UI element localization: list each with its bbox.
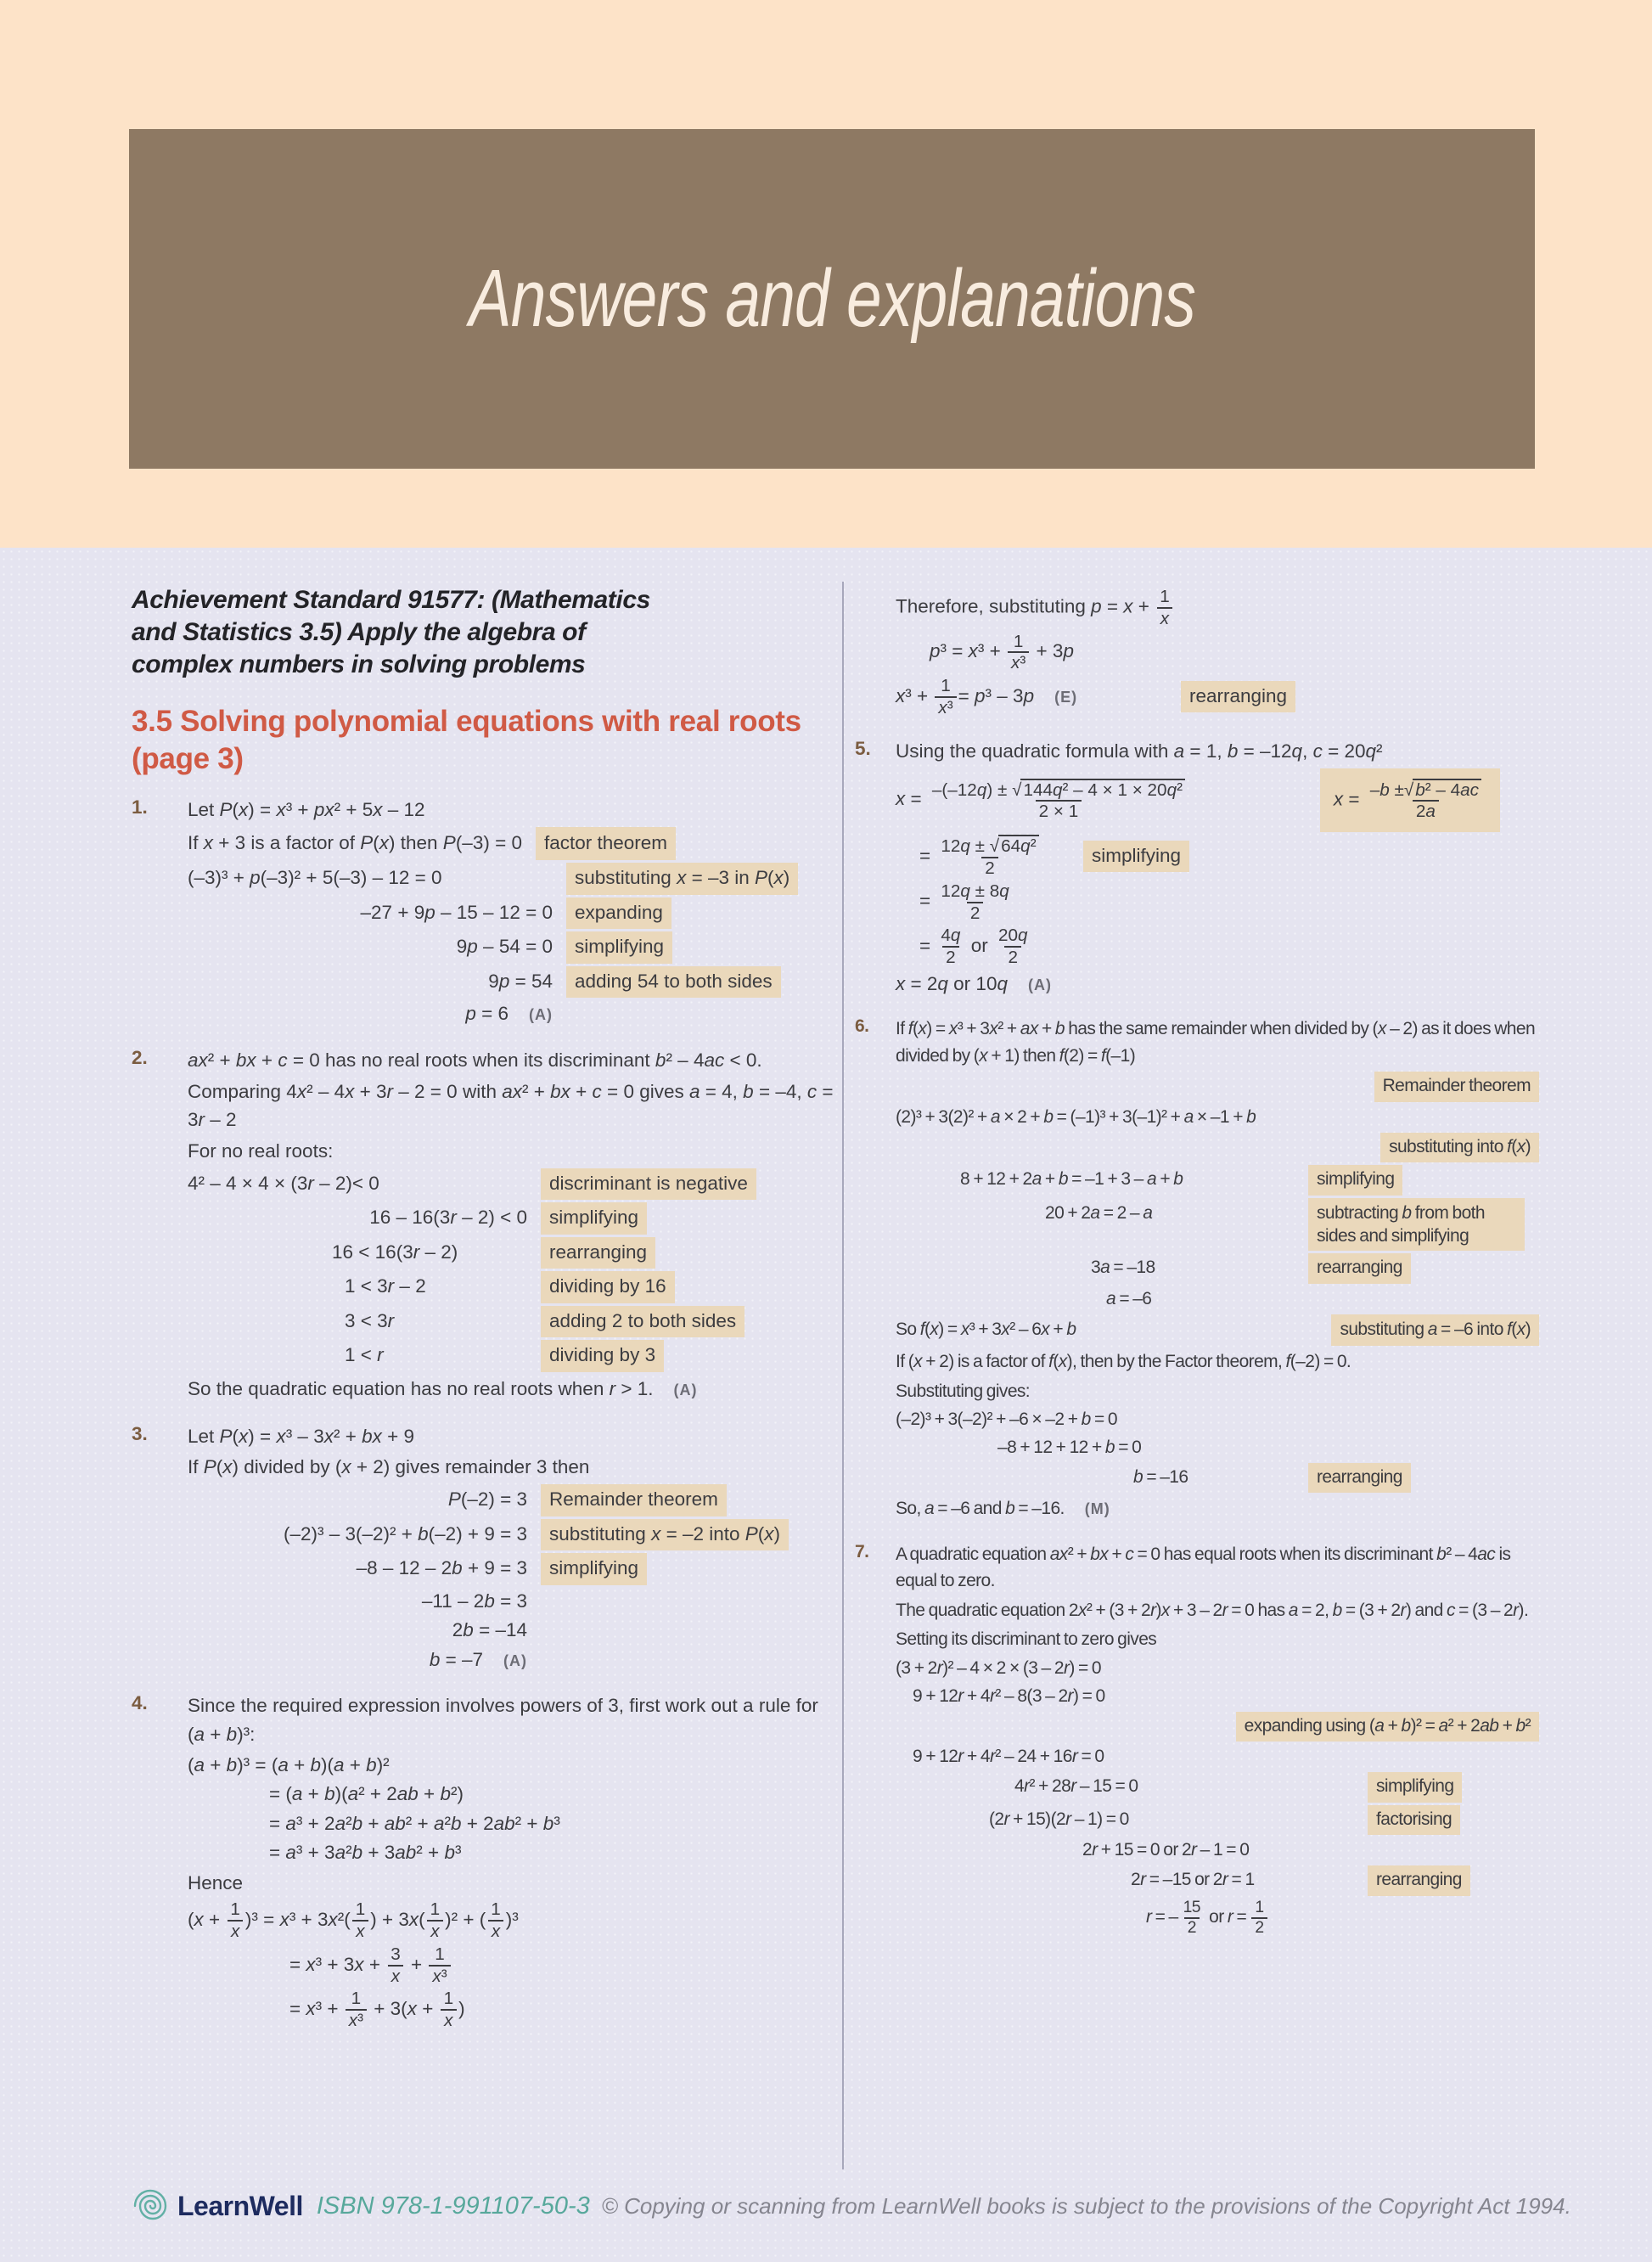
equation-text: = 12q ± √ 64q² 2 xyxy=(919,845,1044,866)
equation xyxy=(896,926,1032,968)
working-line xyxy=(896,587,1539,629)
equation-text: (x + $\frac{1}{x}$ )³ = x³ + 3x²( $\frac{1}{x}$ ) + 3x( $\frac{1}{x}$ )² + ( $\frac{1}{x}$ )³ xyxy=(188,1899,519,1942)
equation-text: (2)³ + 3(2)² + a × 2 + b = (–1)³ + 3(–1)² + a × –1 + b xyxy=(896,1106,1256,1127)
annotation-box: x = –b ± √ b² – 4ac 2a xyxy=(1320,768,1500,833)
annotation-line xyxy=(896,1072,1539,1101)
equation-text: P(–2) = 3 xyxy=(447,1488,527,1511)
equation xyxy=(896,1105,1295,1129)
question-number: 1. xyxy=(132,796,148,818)
question-number: 4. xyxy=(132,1692,148,1714)
annotation-box: simplifying xyxy=(1368,1772,1462,1802)
working-line xyxy=(896,1772,1539,1802)
annotation-box: rearranging xyxy=(1308,1463,1411,1493)
working-line xyxy=(188,1000,838,1027)
working-line xyxy=(188,1375,838,1404)
working-line xyxy=(188,931,838,964)
working-line xyxy=(896,926,1539,968)
equation xyxy=(896,676,1167,718)
working-line xyxy=(896,1105,1539,1130)
annotation-box: factorising xyxy=(1368,1805,1460,1835)
equation xyxy=(188,1810,560,1837)
grade-badge: (A) xyxy=(673,1381,698,1398)
equation-text: 3a = –18 xyxy=(1091,1258,1155,1278)
working-line xyxy=(188,796,838,824)
working-line xyxy=(896,1626,1539,1653)
equation xyxy=(188,1000,553,1027)
equation-text: a = –6 xyxy=(1106,1288,1152,1308)
working-line xyxy=(896,1198,1539,1252)
annotation-box: Remainder theorem xyxy=(1374,1072,1539,1101)
working-line xyxy=(188,1306,838,1338)
equation-text: If P(x) divided by (x + 2) gives remainder 3 then xyxy=(188,1456,590,1478)
equation xyxy=(896,632,1074,674)
annotation-box: simplifying xyxy=(1083,841,1189,873)
equation-text: p³ = x³ + $\frac{1}{\text{x³}}$ + 3p xyxy=(930,631,1074,673)
question-body xyxy=(188,1420,838,1676)
annotation-box: rearranging xyxy=(1181,681,1295,713)
equation xyxy=(188,1204,527,1231)
equation xyxy=(896,779,1190,823)
working-line xyxy=(896,1495,1539,1522)
question-body xyxy=(188,1044,838,1406)
annotation-line xyxy=(896,1133,1539,1162)
working-line xyxy=(188,1340,838,1372)
brand-name: LearnWell xyxy=(177,2190,303,2221)
footer xyxy=(132,2187,1571,2225)
equation xyxy=(188,1521,527,1548)
equation xyxy=(896,1286,1295,1311)
equation-text: The quadratic equation 2x² + (3 + 2r)x + 3 – 2r = 0 has a = 2, b = (3 + 2r) and c = (3 – 2r). xyxy=(896,1600,1529,1620)
learnwell-logo-icon xyxy=(132,2187,169,2225)
working-line xyxy=(896,1407,1539,1432)
question xyxy=(855,734,1539,1000)
equation-text: (a + b)³ = (a + b)(a + b)² xyxy=(188,1753,390,1775)
equation-text: (–2)³ + 3(–2)² + –6 × –2 + b = 0 xyxy=(896,1410,1117,1430)
annotation-box: dividing by 16 xyxy=(541,1271,675,1303)
equation-text: 4² – 4 × 4 × (3r – 2)< 0 xyxy=(188,1172,379,1194)
working-line xyxy=(188,1839,838,1866)
equation xyxy=(896,1837,1354,1862)
working-line xyxy=(896,1597,1539,1624)
equation xyxy=(896,1435,1295,1460)
annotation-box: substituting x = –3 in P(x) xyxy=(566,863,798,895)
equation xyxy=(188,1899,519,1942)
equation xyxy=(896,1407,1295,1432)
working-line xyxy=(896,1899,1539,1938)
equation-text: = x³ + $\frac{1}{\text{x³}}$ + 3(x + $\frac{1}{x}$ ) xyxy=(289,1989,465,2031)
equation-text: 9p – 54 = 0 xyxy=(456,936,553,958)
equation xyxy=(188,1170,527,1197)
content-area xyxy=(0,548,1652,2262)
equation xyxy=(188,1781,464,1808)
question xyxy=(132,1689,838,2034)
working-line xyxy=(896,1463,1539,1493)
question-number: 5. xyxy=(855,737,871,759)
equation-text: 2r + 15 = 0 or 2r – 1 = 0 xyxy=(1082,1840,1250,1860)
left-column xyxy=(132,584,838,2047)
annotation-box: factor theorem xyxy=(536,827,676,861)
equation-text: Since the required expression involves powers of 3, first work out a rule for (a + b)³: xyxy=(188,1695,818,1745)
right-column xyxy=(855,584,1539,1954)
equation-text: 8 + 12 + 2a + b = –1 + 3 – a + b xyxy=(960,1169,1183,1190)
equation-text: b = –7 xyxy=(429,1648,483,1670)
equation-text: –11 – 2b = 3 xyxy=(421,1590,527,1612)
equation xyxy=(896,1167,1295,1191)
working-line xyxy=(188,1271,838,1303)
working-line xyxy=(896,1865,1539,1895)
question-number xyxy=(855,584,896,721)
equation xyxy=(188,1839,461,1866)
question-body xyxy=(188,1689,838,2034)
equation xyxy=(188,1342,527,1369)
grade-badge: (A) xyxy=(1027,976,1052,993)
question-number: 6. xyxy=(855,1016,869,1037)
equation xyxy=(896,1656,1354,1680)
equation xyxy=(188,864,553,892)
annotation-box: adding 54 to both sides xyxy=(566,966,781,999)
equation-text: Comparing 4x² – 4x + 3r – 2 = 0 with ax² + bx + c = 0 gives a = 4, b = –4, c = 3r – 2 xyxy=(188,1080,834,1131)
annotation-box: simplifying xyxy=(541,1202,647,1235)
annotation-box: discriminant is negative xyxy=(541,1168,756,1201)
equation xyxy=(188,899,553,926)
equation xyxy=(896,1465,1295,1489)
equation-text: = $\frac{4q}{2}$ or $\frac{20q}{2}$ xyxy=(919,926,1028,968)
annotation-box: rearranging xyxy=(541,1237,655,1269)
annotation-box: substituting x = –2 into P(x) xyxy=(541,1519,789,1551)
working-line xyxy=(896,1541,1539,1595)
equation-text: (–2)³ – 3(–2)² + b(–2) + 9 = 3 xyxy=(283,1522,527,1545)
annotation-box: simplifying xyxy=(566,931,672,964)
equation xyxy=(896,835,1070,879)
equation-text: 3 < 3r xyxy=(345,1309,395,1331)
equation-text: Setting its discriminant to zero gives xyxy=(896,1629,1157,1650)
equation-text: So, a = –6 and b = –16. xyxy=(896,1499,1065,1519)
standard-heading: Achievement Standard 91577: (Mathematics and Statistics 3.5) Apply the algebra of complex numbers in solving problems xyxy=(132,586,650,679)
question-number: 2. xyxy=(132,1046,148,1068)
annotation-line xyxy=(896,1712,1539,1742)
working-line xyxy=(188,1484,838,1516)
equation-text: = a³ + 2a²b + ab² + a²b + 2ab² + b³ xyxy=(269,1812,560,1834)
working-line xyxy=(188,1078,838,1135)
working-line xyxy=(896,1837,1539,1863)
equation-text: Substituting gives: xyxy=(896,1381,1031,1401)
equation xyxy=(896,1744,1354,1769)
question xyxy=(855,1013,1539,1525)
working-line xyxy=(896,768,1539,833)
equation xyxy=(896,1201,1295,1225)
equation-text: 1 < r xyxy=(345,1344,384,1366)
annotation-box: adding 2 to both sides xyxy=(541,1306,745,1338)
working-line xyxy=(188,1617,838,1644)
working-line xyxy=(188,1691,838,1749)
working-line xyxy=(188,1752,838,1779)
column-divider xyxy=(842,582,844,2169)
equation xyxy=(896,971,1052,998)
equation-text: A quadratic equation ax² + bx + c = 0 has equal roots when its discriminant b² – 4ac is equal to zero. xyxy=(896,1544,1511,1591)
working-line xyxy=(188,1781,838,1808)
equation xyxy=(896,1899,1354,1938)
working-line xyxy=(188,1588,838,1615)
equation xyxy=(896,1255,1295,1280)
isbn: ISBN 978-1-991107-50-3 xyxy=(316,2192,590,2220)
working-line xyxy=(896,1253,1539,1283)
equation-text: Hence xyxy=(188,1871,244,1893)
equation xyxy=(188,1588,527,1615)
equation-text: r = – $\frac{15}{2}$ or r = $\frac{1}{2}$ xyxy=(1146,1907,1269,1927)
equation-text: p = 6 xyxy=(465,1003,509,1025)
annotation-box: Remainder theorem xyxy=(541,1484,727,1516)
equation-text: x³ + $\frac{1}{\text{x³}}$ = p³ – 3p xyxy=(896,676,1035,717)
equation-text: 16 < 16(3r – 2) xyxy=(332,1241,458,1263)
grade-badge: (M) xyxy=(1084,1500,1110,1518)
equation xyxy=(896,1807,1354,1832)
working-line xyxy=(896,1656,1539,1681)
equation-text: 2b = –14 xyxy=(452,1619,527,1641)
equation xyxy=(188,1752,390,1779)
question xyxy=(855,584,1539,721)
equation xyxy=(188,968,553,995)
equation-text: Let P(x) = x³ + px² + 5x – 12 xyxy=(188,798,425,820)
equation-text: = $\frac{12q \pm 8q}{2}$ xyxy=(919,881,1009,923)
working-line xyxy=(896,1348,1539,1376)
question-body xyxy=(896,1013,1539,1525)
working-line xyxy=(188,1899,838,1942)
working-line xyxy=(188,966,838,999)
annotation-box: dividing by 3 xyxy=(541,1340,664,1372)
working-line xyxy=(188,1202,838,1235)
equation xyxy=(188,1486,527,1513)
equation xyxy=(896,1684,1354,1708)
working-line xyxy=(188,1422,838,1451)
question-body xyxy=(896,734,1539,1000)
equation xyxy=(188,1989,465,2031)
working-line xyxy=(896,1165,1539,1195)
equation-text: 20 + 2a = 2 – a xyxy=(1045,1202,1153,1223)
working-line xyxy=(188,1046,838,1075)
grade-badge: (A) xyxy=(503,1651,527,1669)
working-line xyxy=(896,1016,1539,1069)
working-line xyxy=(188,1519,838,1551)
equation xyxy=(896,881,1014,924)
equation-text: Using the quadratic formula with a = 1, b = –12q, c = 20q² xyxy=(896,740,1383,762)
equation-text: b = –16 xyxy=(1133,1467,1188,1488)
equation-text: If x + 3 is a factor of P(x) then P(–3) = 0 xyxy=(188,831,522,853)
annotation-box: substituting a = –6 into f(x) xyxy=(1331,1314,1539,1347)
equation-text: 16 – 16(3r – 2) < 0 xyxy=(369,1207,527,1229)
working-line xyxy=(896,1378,1539,1405)
working-line xyxy=(896,1684,1539,1709)
equation-text: –8 – 12 – 2b + 9 = 3 xyxy=(356,1557,527,1579)
equation-text: 2r = –15 or 2r = 1 xyxy=(1131,1870,1255,1890)
equation-text: ax² + bx + c = 0 has no real roots when its discriminant b² – 4ac < 0. xyxy=(188,1049,762,1071)
annotation-box: expanding xyxy=(566,897,671,930)
working-line xyxy=(896,632,1539,674)
banner xyxy=(129,129,1535,469)
equation-text: Therefore, substituting p = x + $\frac{1}{x}$ xyxy=(896,587,1175,629)
equation-text: (2r + 15)(2r – 1) = 0 xyxy=(989,1809,1129,1829)
equation-text: = (a + b)(a² + 2ab + b²) xyxy=(269,1783,464,1805)
grade-badge: (E) xyxy=(1054,688,1078,706)
annotation-box: simplifying xyxy=(541,1553,647,1585)
working-line xyxy=(896,971,1539,998)
working-line xyxy=(188,1453,838,1482)
grade-badge: (A) xyxy=(529,1006,553,1024)
working-line xyxy=(896,1805,1539,1835)
annotation-box: simplifying xyxy=(1308,1165,1402,1195)
equation xyxy=(188,1555,527,1582)
equation xyxy=(188,1646,527,1674)
equation-text: 4r² + 28r – 15 = 0 xyxy=(1014,1776,1138,1797)
question xyxy=(132,793,838,1030)
working-line xyxy=(896,1435,1539,1460)
question-number: 7. xyxy=(855,1541,869,1561)
working-line xyxy=(188,863,838,895)
equation-text: –8 + 12 + 12 + b = 0 xyxy=(997,1438,1142,1458)
question xyxy=(855,1539,1539,1940)
annotation-box: rearranging xyxy=(1368,1865,1470,1895)
left-question-list xyxy=(132,793,838,2034)
equation-text: If (x + 2) is a factor of f(x), then by the Factor theorem, f(–2) = 0. xyxy=(896,1352,1351,1372)
working-line xyxy=(896,737,1539,766)
equation-text: 9 + 12r + 4r² – 8(3 – 2r) = 0 xyxy=(913,1685,1105,1706)
equation xyxy=(188,1308,527,1335)
working-line xyxy=(896,835,1539,879)
working-line xyxy=(188,1168,838,1201)
equation xyxy=(188,1617,527,1644)
question-body xyxy=(188,793,838,1030)
working-line xyxy=(188,1944,838,1987)
working-line xyxy=(896,676,1539,718)
working-line xyxy=(188,827,838,861)
annotation-box: subtracting b from both sides and simplifying xyxy=(1308,1198,1525,1252)
working-line xyxy=(188,1646,838,1674)
equation xyxy=(188,1239,527,1266)
equation xyxy=(188,933,553,960)
equation xyxy=(896,1774,1354,1798)
question xyxy=(132,1420,838,1676)
equation-text: (3 + 2r)² – 4 × 2 × (3 – 2r) = 0 xyxy=(896,1657,1101,1678)
working-line xyxy=(188,1237,838,1269)
question-body xyxy=(896,584,1539,721)
working-line xyxy=(896,1286,1539,1312)
equation-text: 9 + 12r + 4r² – 24 + 16r = 0 xyxy=(913,1747,1104,1767)
equation xyxy=(188,1273,527,1300)
equation-text: = a³ + 3a²b + 3ab² + b³ xyxy=(269,1842,462,1864)
working-line xyxy=(188,1869,838,1898)
working-line xyxy=(188,897,838,930)
annotation-box: substituting into f(x) xyxy=(1380,1133,1539,1162)
question-number: 3. xyxy=(132,1422,148,1444)
equation-text: x = 2q or 10q xyxy=(896,972,1008,994)
equation-text: If f(x) = x³ + 3x² + ax + b has the same remainder when divided by (x – 2) as it does when divided by (x + 1) then f(2) = f(–1) xyxy=(896,1019,1536,1066)
equation-text: Let P(x) = x³ – 3x² + bx + 9 xyxy=(188,1425,415,1447)
working-line xyxy=(188,1810,838,1837)
working-line xyxy=(188,1989,838,2031)
question xyxy=(132,1044,838,1406)
equation-text: (–3)³ + p(–3)² + 5(–3) – 12 = 0 xyxy=(188,867,442,889)
working-line xyxy=(188,1553,838,1585)
working-line xyxy=(896,1744,1539,1770)
equation-text: So f(x) = x³ + 3x² – 6x + b xyxy=(896,1319,1076,1339)
working-line xyxy=(896,1314,1539,1347)
equation-text: –27 + 9p – 15 – 12 = 0 xyxy=(360,901,553,923)
working-line xyxy=(896,881,1539,924)
equation xyxy=(188,1944,452,1987)
equation-text: So the quadratic equation has no real roots when r > 1. xyxy=(188,1377,654,1399)
equation-text: = x³ + 3x + $\frac{3}{x}$ + $\frac{1}{\text{x³}}$ xyxy=(289,1954,452,1975)
equation-text: 9p = 54 xyxy=(488,970,553,992)
annotation-box: expanding using (a + b)² = a² + 2ab + b² xyxy=(1236,1712,1539,1742)
section-heading: 3.5 Solving polynomial equations with real roots (page 3) xyxy=(132,705,801,776)
equation-text: 1 < 3r – 2 xyxy=(345,1275,426,1297)
equation-text: For no real roots: xyxy=(188,1140,334,1162)
annotation-box: rearranging xyxy=(1308,1253,1411,1283)
question-body xyxy=(896,1539,1539,1940)
equation-text: x = –(–12q) ± √ 144q² – 4 × 1 × 20q² 2 × 1 xyxy=(896,788,1190,809)
page-title: Answers and explanations xyxy=(469,253,1195,344)
equation xyxy=(896,1867,1354,1892)
copyright-notice: © Copying or scanning from LearnWell books is subject to the provisions of the Copyright Act 1994. xyxy=(601,2192,1571,2219)
working-line xyxy=(188,1137,838,1166)
